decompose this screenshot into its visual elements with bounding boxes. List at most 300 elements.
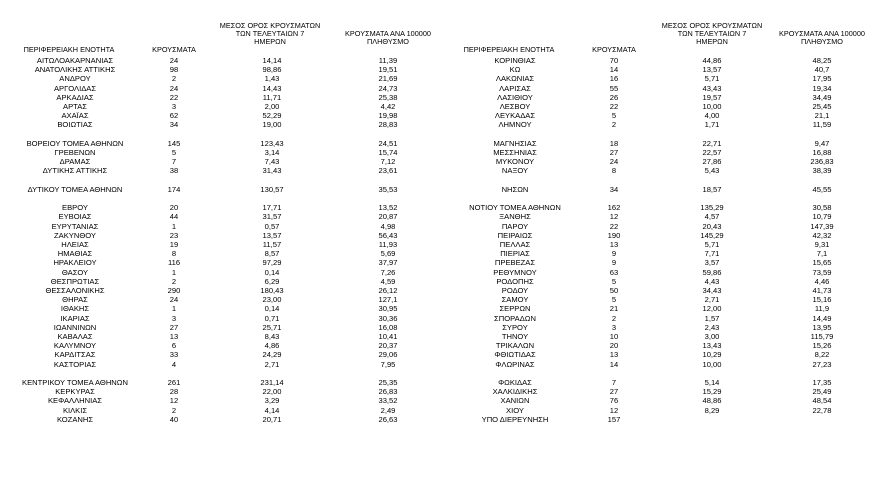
region-cell: ΘΑΣΟΥ [61, 267, 89, 277]
per100k-cell: 147,39 [810, 221, 834, 231]
cases-cell: 22 [609, 221, 619, 231]
avg-cell: 13,57 [262, 230, 282, 240]
avg-cell: 19,57 [702, 92, 722, 102]
region-cell: ΡΟΔΟΠΗΣ [496, 276, 534, 286]
region-cell: ΚΑΒΑΛΑΣ [57, 332, 93, 341]
region-cell: ΘΗΡΑΣ [62, 295, 88, 305]
per100k-cell: 5,69 [380, 249, 396, 259]
per100k-cell: 9,47 [814, 138, 830, 148]
cases-cell: 12 [609, 405, 619, 415]
region-cell: ΗΛΕΙΑΣ [61, 240, 89, 249]
region-cell: ΑΡΤΑΣ [63, 102, 87, 111]
per100k-cell: 115,79 [810, 332, 834, 341]
per100k-cell: 16,08 [378, 322, 398, 332]
per100k-cell: 29,06 [378, 350, 398, 360]
avg-cell: 14,14 [262, 56, 282, 65]
per100k-cell: 11,39 [378, 56, 398, 65]
avg-cell: 10,00 [702, 102, 722, 111]
region-cell: ΠΕΛΛΑΣ [499, 240, 531, 249]
cases-cell: 27 [169, 322, 179, 332]
region-cell: ΕΥΒΟΙΑΣ [58, 212, 92, 222]
cases-cell: 5 [611, 295, 617, 305]
region-cell: ΘΕΣΣΑΛΟΝΙΚΗΣ [45, 286, 105, 295]
region-cell: ΓΡΕΒΕΝΩΝ [54, 148, 96, 157]
per100k-cell: 38,39 [812, 166, 832, 176]
cases-cell: 76 [609, 396, 619, 406]
per100k-cell: 21,69 [378, 74, 398, 84]
avg-cell: 13,57 [702, 65, 722, 75]
region-cell: ΧΙΟΥ [506, 405, 524, 415]
cases-cell: 1 [171, 221, 177, 231]
cases-cell: 40 [169, 414, 179, 424]
cases-cell: 7 [611, 378, 617, 387]
right-table-header [440, 18, 879, 54]
cases-header: ΚΡΟΥΣΜΑΤΑ [592, 44, 636, 54]
avg-cell: 4,57 [704, 212, 720, 222]
cases-cell: 20 [609, 341, 619, 351]
region-cell: ΠΕΙΡΑΙΩΣ [497, 230, 533, 240]
region-cell: ΜΑΓΝΗΣΙΑΣ [493, 138, 537, 148]
region-cell: ΛΑΚΩΝΙΑΣ [495, 74, 535, 84]
region-cell: ΝΑΞΟΥ [501, 166, 529, 176]
region-cell: ΗΡΑΚΛΕΙΟΥ [53, 258, 97, 268]
per100k-cell: 25,38 [378, 92, 398, 102]
region-cell: ΔΡΑΜΑΣ [59, 157, 91, 167]
avg-cell: 145,29 [700, 230, 724, 240]
cases-cell: 7 [171, 157, 177, 167]
avg-cell: 0,57 [264, 221, 280, 231]
region-cell: ΠΙΕΡΙΑΣ [500, 249, 530, 259]
left-table-header [0, 18, 450, 54]
per100k-cell: 17,35 [812, 378, 832, 387]
region-cell: ΑΡΓΟΛΙΔΑΣ [53, 83, 97, 93]
per100k-header-line: ΠΛΗΘΥΣΜΟ [801, 37, 843, 47]
cases-cell: 12 [169, 396, 179, 406]
per100k-cell: 19,98 [378, 111, 398, 121]
per100k-cell: 15,74 [378, 148, 398, 157]
region-cell: ΧΑΛΚΙΔΙΚΗΣ [492, 387, 538, 397]
avg-cell: 1,71 [704, 120, 720, 130]
cases-cell: 9 [611, 258, 617, 268]
per100k-cell: 15,16 [812, 295, 832, 305]
region-cell: ΚΙΛΚΙΣ [62, 405, 88, 415]
region-cell: ΒΟΡΕΙΟΥ ΤΟΜΕΑ ΑΘΗΝΩΝ [26, 138, 124, 148]
cases-cell: 174 [167, 184, 181, 194]
avg-cell: 11,57 [262, 240, 282, 249]
per100k-cell: 48,25 [812, 56, 832, 65]
per100k-header-line: ΚΡΟΥΣΜΑΤΑ ΑΝΑ 100000 [779, 29, 865, 38]
per100k-cell: 20,87 [378, 212, 398, 222]
cases-cell: 26 [609, 92, 619, 102]
cases-cell: 28 [169, 387, 179, 397]
per100k-cell: 25,45 [812, 102, 832, 111]
per100k-cell: 30,58 [812, 203, 832, 213]
avg-cell: 10,29 [702, 350, 722, 360]
cases-cell: 4 [171, 359, 177, 369]
per100k-cell: 30,36 [378, 313, 398, 323]
cases-cell: 157 [607, 414, 621, 424]
per100k-cell: 19,34 [812, 83, 832, 93]
cases-cell: 24 [169, 56, 179, 65]
per100k-cell: 4,98 [380, 221, 396, 231]
cases-cell: 22 [169, 92, 179, 102]
region-cell: ΦΩΚΙΔΑΣ [498, 378, 532, 387]
cases-cell: 8 [611, 166, 617, 176]
cases-cell: 190 [607, 230, 621, 240]
avg-header-line: ΜΕΣΟΣ ΟΡΟΣ ΚΡΟΥΣΜΑΤΩΝ [219, 21, 321, 30]
avg-cell: 14,43 [262, 83, 282, 93]
per100k-cell: 7,95 [380, 359, 396, 369]
avg-cell: 52,29 [262, 111, 282, 121]
per100k-cell: 25,49 [812, 387, 832, 397]
per100k-header [332, 30, 444, 46]
per100k-cell: 25,35 [378, 378, 398, 387]
per100k-cell: 11,93 [378, 240, 398, 249]
avg-cell: 31,57 [262, 212, 282, 222]
per100k-cell: 8,22 [814, 350, 830, 360]
region-cell: ΑΝΔΡΟΥ [59, 74, 91, 84]
per100k-cell: 27,23 [812, 359, 832, 369]
cases-cell: 62 [169, 111, 179, 121]
per100k-cell: 11,59 [812, 120, 832, 130]
per100k-cell: 13,52 [378, 203, 398, 213]
avg-cell: 4,00 [704, 111, 720, 121]
region-header: ΠΕΡΙΦΕΡΕΙΑΚΗ ΕΝΟΤΗΤΑ [23, 44, 115, 54]
avg-cell: 5,43 [704, 166, 720, 176]
avg-cell: 22,00 [262, 387, 282, 397]
avg-cell: 20,43 [702, 221, 722, 231]
cases-cell: 27 [609, 387, 619, 397]
cases-cell: 290 [167, 286, 181, 295]
per100k-cell: 7,12 [380, 157, 396, 167]
cases-header: ΚΡΟΥΣΜΑΤΑ [152, 44, 196, 54]
avg-cell: 4,43 [704, 276, 720, 286]
avg-header-line: ΗΜΕΡΩΝ [254, 37, 286, 47]
avg-cell: 2,43 [704, 322, 720, 332]
avg-header [214, 22, 326, 47]
cases-cell: 33 [169, 350, 179, 360]
avg-cell: 8,57 [264, 249, 280, 259]
avg-cell: 12,00 [702, 304, 722, 314]
region-cell: ΛΗΜΝΟΥ [498, 120, 532, 130]
per100k-cell: 41,73 [812, 286, 832, 295]
avg-cell: 11,71 [262, 92, 282, 102]
cases-cell: 10 [609, 332, 619, 341]
per100k-cell: 42,32 [812, 230, 832, 240]
per100k-cell: 45,55 [812, 184, 832, 194]
cases-cell: 13 [169, 332, 179, 341]
region-cell: ΤΗΝΟΥ [501, 332, 529, 341]
region-cell: ΠΡΕΒΕΖΑΣ [494, 258, 536, 268]
avg-cell: 5,71 [704, 240, 720, 249]
per100k-cell: 14,49 [812, 313, 832, 323]
avg-cell: 0,14 [264, 304, 280, 314]
avg-cell: 1,43 [264, 74, 280, 84]
region-cell: ΜΕΣΣΗΝΙΑΣ [493, 148, 537, 157]
per100k-cell: 56,43 [378, 230, 398, 240]
cases-cell: 98 [169, 65, 179, 75]
region-cell: ΤΡΙΚΑΛΩΝ [495, 341, 535, 351]
region-cell: ΚΕΝΤΡΙΚΟΥ ΤΟΜΕΑ ΑΘΗΝΩΝ [22, 378, 128, 387]
cases-cell: 20 [169, 203, 179, 213]
cases-cell: 13 [609, 350, 619, 360]
region-cell: ΣΕΡΡΩΝ [499, 304, 531, 314]
avg-cell: 123,43 [260, 138, 284, 148]
avg-cell: 4,86 [264, 341, 280, 351]
per100k-cell: 37,97 [378, 258, 398, 268]
avg-cell: 59,86 [702, 267, 722, 277]
region-cell: ΣΥΡΟΥ [502, 322, 528, 332]
per100k-header-line: ΚΡΟΥΣΜΑΤΑ ΑΝΑ 100000 [345, 29, 431, 38]
cases-cell: 70 [609, 56, 619, 65]
avg-cell: 3,57 [704, 258, 720, 268]
region-cell: ΡΟΔΟΥ [501, 286, 529, 295]
avg-cell: 17,71 [262, 203, 282, 213]
region-header: ΠΕΡΙΦΕΡΕΙΑΚΗ ΕΝΟΤΗΤΑ [463, 44, 555, 54]
region-cell: ΘΕΣΠΡΩΤΙΑΣ [50, 276, 100, 286]
region-cell: ΑΧΑΪΑΣ [61, 111, 89, 121]
table-row [440, 415, 879, 425]
avg-cell: 2,71 [704, 295, 720, 305]
per100k-cell: 15,65 [812, 258, 832, 268]
per100k-cell: 4,42 [380, 102, 396, 111]
avg-cell: 0,14 [264, 267, 280, 277]
cases-cell: 116 [167, 258, 181, 268]
region-cell: ΛΕΥΚΑΔΑΣ [494, 111, 536, 121]
cases-cell: 1 [171, 304, 177, 314]
avg-cell: 0,71 [264, 313, 280, 323]
region-cell: ΗΜΑΘΙΑΣ [57, 249, 93, 259]
avg-cell: 8,43 [264, 332, 280, 341]
cases-cell: 3 [171, 102, 177, 111]
cases-cell: 38 [169, 166, 179, 176]
avg-cell: 7,71 [704, 249, 720, 259]
cases-cell: 24 [169, 295, 179, 305]
cases-cell: 3 [171, 313, 177, 323]
per100k-cell: 19,51 [378, 65, 398, 75]
region-cell: ΦΘΙΩΤΙΔΑΣ [494, 350, 536, 360]
avg-header [656, 22, 768, 47]
avg-cell: 231,14 [260, 378, 284, 387]
region-cell: ΛΕΣΒΟΥ [499, 102, 531, 111]
table-row [0, 415, 450, 425]
avg-cell: 180,43 [260, 286, 284, 295]
per100k-cell: 24,51 [378, 138, 398, 148]
region-cell: ΑΡΚΑΔΙΑΣ [56, 92, 94, 102]
avg-cell: 8,29 [704, 405, 720, 415]
region-cell: ΑΝΑΤΟΛΙΚΗΣ ΑΤΤΙΚΗΣ [34, 65, 116, 75]
per100k-cell: 30,95 [378, 304, 398, 314]
cases-cell: 24 [169, 83, 179, 93]
region-cell: ΑΙΤΩΛΟΑΚΑΡΝΑΝΙΑΣ [36, 56, 114, 65]
region-cell: ΙΩΑΝΝΙΝΩΝ [53, 322, 97, 332]
region-cell: ΚΑΛΥΜΝΟΥ [53, 341, 97, 351]
avg-header-line: ΜΕΣΟΣ ΟΡΟΣ ΚΡΟΥΣΜΑΤΩΝ [661, 21, 763, 30]
region-cell: ΝΗΣΩΝ [501, 184, 529, 194]
cases-cell: 19 [169, 240, 179, 249]
region-cell: ΙΘΑΚΗΣ [60, 304, 90, 314]
region-cell: ΛΑΡΙΣΑΣ [499, 83, 531, 93]
per100k-cell: 33,52 [378, 396, 398, 406]
avg-header-line: ΤΩΝ ΤΕΛΕΥΤΑΙΩΝ 7 [677, 29, 747, 39]
region-cell: ΚΑΣΤΟΡΙΑΣ [53, 359, 97, 369]
cases-cell: 18 [609, 138, 619, 148]
per100k-cell: 24,73 [378, 83, 398, 93]
avg-cell: 13,43 [702, 341, 722, 351]
cases-cell: 261 [167, 378, 181, 387]
cases-cell: 2 [171, 405, 177, 415]
cases-cell: 2 [171, 74, 177, 84]
cases-cell: 14 [609, 359, 619, 369]
per100k-cell: 236,83 [810, 157, 834, 167]
cases-cell: 24 [609, 157, 619, 167]
per100k-cell: 16,88 [812, 148, 832, 157]
per100k-cell: 127,1 [378, 295, 398, 305]
region-cell: ΒΟΙΩΤΙΑΣ [57, 120, 93, 130]
avg-cell: 6,29 [264, 276, 280, 286]
region-cell: ΕΥΡΥΤΑΝΙΑΣ [51, 221, 99, 231]
per100k-cell: 7,1 [816, 249, 828, 259]
per100k-cell: 13,95 [812, 322, 832, 332]
per100k-cell: 17,95 [812, 74, 832, 84]
per100k-cell: 40,7 [814, 65, 830, 75]
avg-cell: 18,57 [702, 184, 722, 194]
per100k-cell: 10,79 [812, 212, 832, 222]
avg-cell: 4,14 [264, 405, 280, 415]
avg-cell: 3,00 [704, 332, 720, 341]
region-cell: ΚΕΦΑΛΛΗΝΙΑΣ [47, 396, 103, 406]
avg-cell: 24,29 [262, 350, 282, 360]
per100k-header-line: ΠΛΗΘΥΣΜΟ [367, 37, 409, 47]
region-cell: ΥΠΟ ΔΙΕΡΕΥΝΗΣΗ [481, 414, 549, 424]
cases-cell: 6 [171, 341, 177, 351]
cases-cell: 63 [609, 267, 619, 277]
region-cell: ΕΒΡΟΥ [62, 203, 88, 213]
avg-cell: 34,43 [702, 286, 722, 295]
avg-cell: 43,43 [702, 83, 722, 93]
cases-cell: 50 [609, 286, 619, 295]
per100k-cell: 9,31 [814, 240, 830, 249]
cases-cell: 44 [169, 212, 179, 222]
region-cell: ΚΑΡΔΙΤΣΑΣ [54, 350, 96, 360]
cases-cell: 12 [609, 212, 619, 222]
cases-cell: 5 [171, 148, 177, 157]
region-cell: ΔΥΤΙΚΗΣ ΑΤΤΙΚΗΣ [42, 166, 108, 176]
avg-header-line: ΤΩΝ ΤΕΛΕΥΤΑΙΩΝ 7 [235, 29, 305, 39]
region-cell: ΣΑΜΟΥ [501, 295, 529, 305]
avg-cell: 31,43 [262, 166, 282, 176]
avg-cell: 5,71 [704, 74, 720, 84]
region-cell: ΛΑΣΙΘΙΟΥ [497, 92, 533, 102]
avg-cell: 23,00 [262, 295, 282, 305]
per100k-cell: 35,53 [378, 184, 398, 194]
avg-cell: 135,29 [700, 203, 724, 213]
per100k-cell: 4,59 [380, 276, 396, 286]
per100k-cell: 20,37 [378, 341, 398, 351]
per100k-cell: 15,26 [812, 341, 832, 351]
per100k-cell: 21,1 [814, 111, 830, 121]
cases-cell: 162 [607, 203, 621, 213]
cases-cell: 2 [171, 276, 177, 286]
cases-cell: 8 [171, 249, 177, 259]
per100k-cell: 26,83 [378, 387, 398, 397]
region-cell: ΔΥΤΙΚΟΥ ΤΟΜΕΑ ΑΘΗΝΩΝ [27, 184, 123, 194]
region-cell: ΚΟΡΙΝΘΙΑΣ [494, 56, 536, 65]
cases-cell: 34 [609, 184, 619, 194]
avg-cell: 5,14 [704, 378, 720, 387]
cases-cell: 145 [167, 138, 181, 148]
per100k-header [766, 30, 878, 46]
avg-cell: 3,29 [264, 396, 280, 406]
avg-cell: 20,71 [262, 414, 282, 424]
cases-cell: 27 [609, 148, 619, 157]
avg-header-line: ΗΜΕΡΩΝ [696, 37, 728, 47]
avg-cell: 3,14 [264, 148, 280, 157]
avg-cell: 98,86 [262, 65, 282, 75]
region-cell: ΞΑΝΘΗΣ [499, 212, 531, 222]
avg-cell: 7,43 [264, 157, 280, 167]
region-cell: ΜΥΚΟΝΟΥ [495, 157, 535, 167]
per100k-cell: 22,78 [812, 405, 832, 415]
per100k-cell: 26,12 [378, 286, 398, 295]
avg-cell: 27,86 [702, 157, 722, 167]
per100k-cell: 11,9 [814, 304, 830, 314]
cases-cell: 23 [169, 230, 179, 240]
avg-cell: 2,00 [264, 102, 280, 111]
cases-cell: 1 [171, 267, 177, 277]
per100k-cell: 48,54 [812, 396, 832, 406]
region-cell: ΖΑΚΥΝΘΟΥ [54, 230, 96, 240]
region-cell: ΚΩ [509, 65, 521, 75]
cases-cell: 34 [169, 120, 179, 130]
per100k-cell: 26,63 [378, 414, 398, 424]
avg-cell: 22,71 [702, 138, 722, 148]
cases-cell: 13 [609, 240, 619, 249]
per100k-cell: 28,83 [378, 120, 398, 130]
per100k-cell: 73,59 [812, 267, 832, 277]
cases-cell: 9 [611, 249, 617, 259]
avg-cell: 15,29 [702, 387, 722, 397]
avg-cell: 97,29 [262, 258, 282, 268]
cases-cell: 5 [611, 276, 617, 286]
per100k-cell: 23,61 [378, 166, 398, 176]
per100k-cell: 34,49 [812, 92, 832, 102]
region-cell: ΦΛΩΡΙΝΑΣ [495, 359, 535, 369]
avg-cell: 19,00 [262, 120, 282, 130]
avg-cell: 10,00 [702, 359, 722, 369]
region-cell: ΚΟΖΑΝΗΣ [56, 414, 94, 424]
region-cell: ΧΑΝΙΩΝ [500, 396, 530, 406]
cases-cell: 55 [609, 83, 619, 93]
cases-cell: 16 [609, 74, 619, 84]
per100k-cell: 4,46 [814, 276, 830, 286]
region-cell: ΠΑΡΟΥ [501, 221, 529, 231]
cases-cell: 2 [611, 120, 617, 130]
region-cell: ΙΚΑΡΙΑΣ [60, 313, 90, 323]
cases-cell: 3 [611, 322, 617, 332]
region-cell: ΣΠΟΡΑΔΩΝ [494, 313, 536, 323]
cases-cell: 21 [609, 304, 619, 314]
avg-cell: 1,57 [704, 313, 720, 323]
avg-cell: 22,57 [702, 148, 722, 157]
region-cell: ΚΕΡΚΥΡΑΣ [55, 387, 95, 397]
cases-cell: 5 [611, 111, 617, 121]
avg-cell: 44,86 [702, 56, 722, 65]
region-cell: ΝΟΤΙΟΥ ΤΟΜΕΑ ΑΘΗΝΩΝ [469, 203, 561, 213]
per100k-cell: 10,41 [378, 332, 398, 341]
cases-cell: 22 [609, 102, 619, 111]
cases-cell: 2 [611, 313, 617, 323]
